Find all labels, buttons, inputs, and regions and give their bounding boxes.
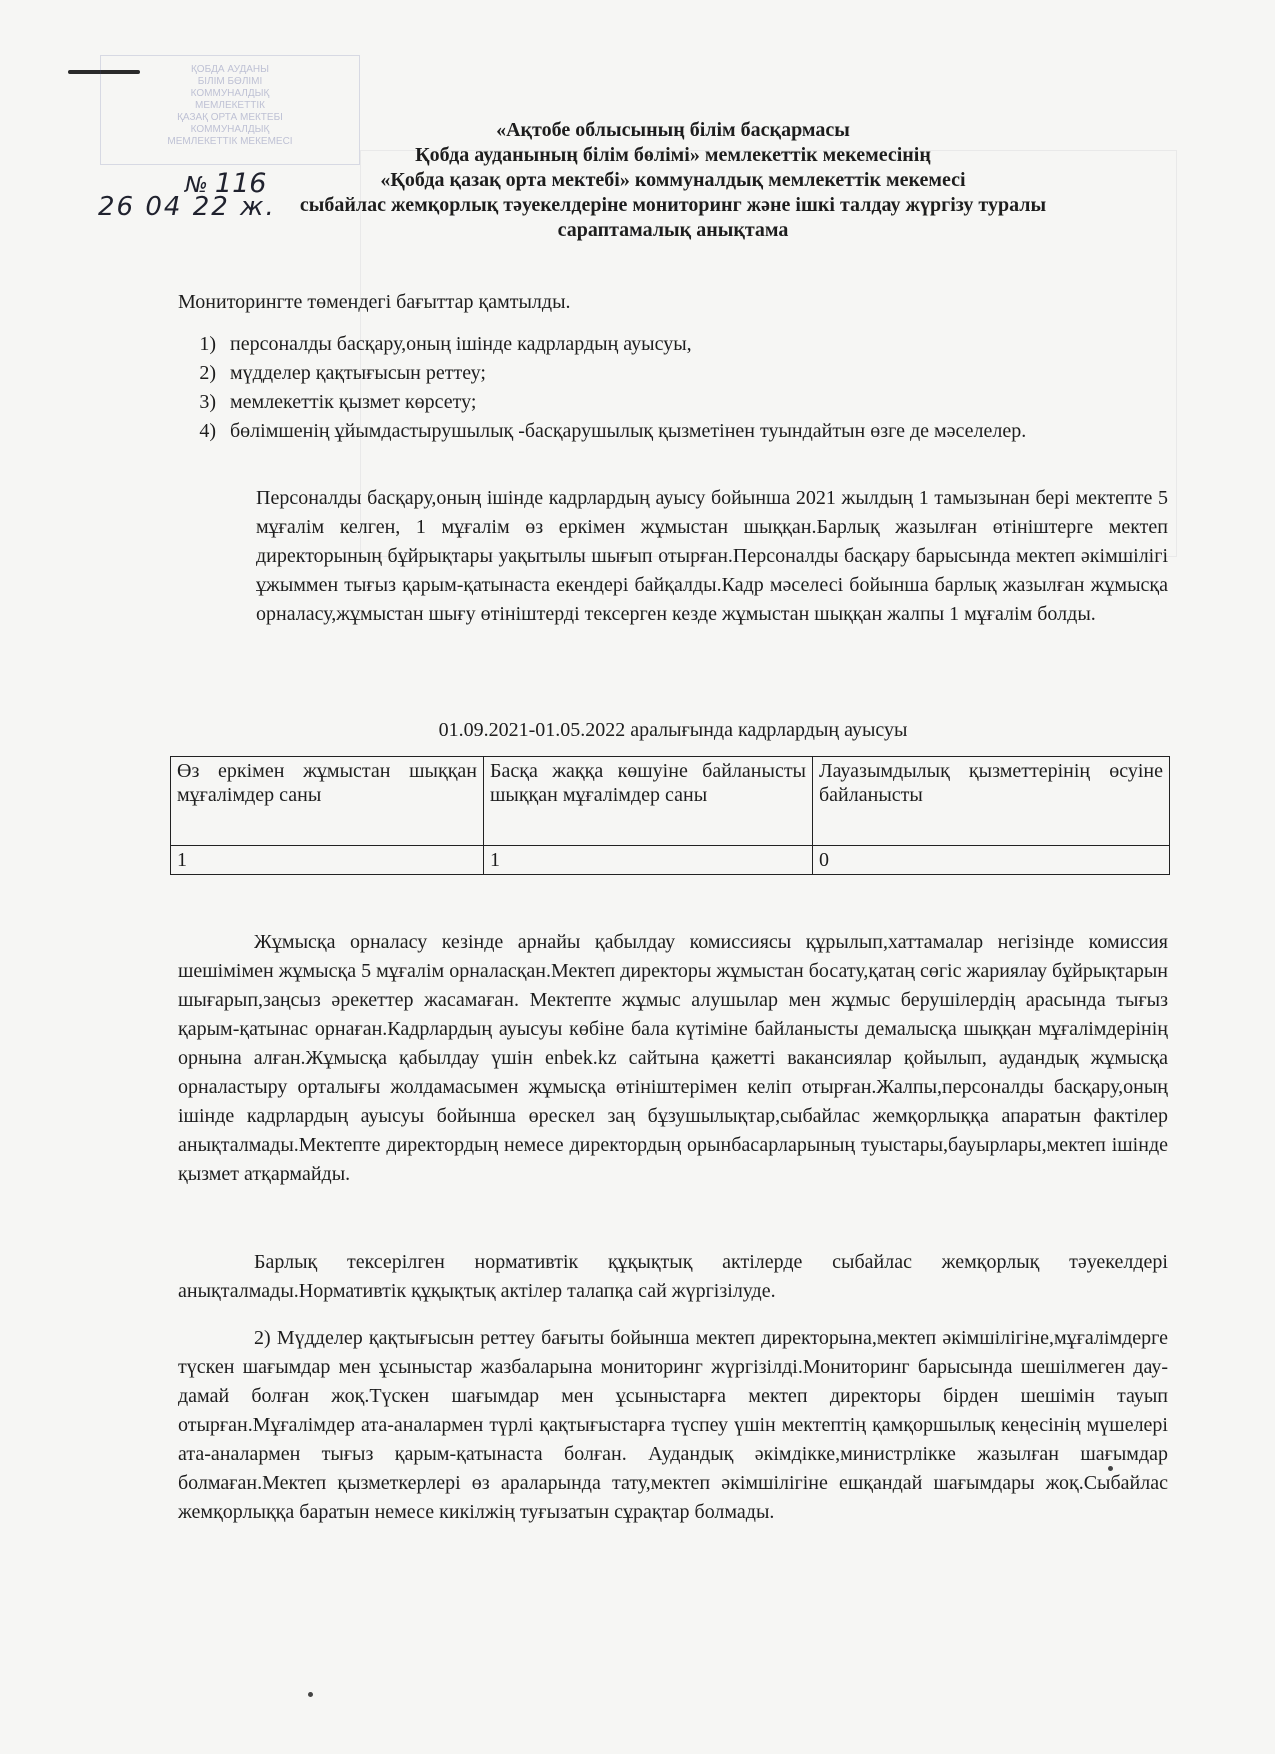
stamp-line: КОММУНАЛДЫҚ <box>190 88 270 99</box>
list-item <box>178 417 1168 446</box>
staff-turnover-table <box>170 756 1170 875</box>
list-number: 1) <box>199 333 216 355</box>
intro-text: Мониторингте төмендегі бағыттар қамтылды. <box>178 291 571 313</box>
list-item <box>178 359 1168 388</box>
header-line: сыбайлас жемқорлық тәуекелдеріне мониторинг және ішкі талдау жүргізу туралы <box>299 194 1047 216</box>
list-number: 4) <box>199 420 216 442</box>
hiring-paragraph: Жұмысқа орналасу кезінде арнайы қабылдау комиссиясы құрылып,хаттамалар негізінде комиссия шешімімен жұмысқа 5 мұғалім орналасқан.Мектеп директоры жұмыстан босату,қатаң сөгіс жариялау бұйрықтарын шығарып,заңсыз әрекеттер жасамаған. Мектепте жұмыс алушылар мен жұмыс берушілердің арасында тығыз қарым-қатынас орнаған.Кадрлардың ауысуы көбіне бала күтіміне байланысты демалысқа шыққан мұғалімдерінің орнына алған.Жұмысқа қабылдау үшін enbek.kz сайтына қажетті вакансиялар қойылып, аудандық жұмысқа орналастыру орталығы жолдамасымен жұмысқа өтініштерімен келіп отырған.Жалпы,персоналды басқару,оның ішінде кадрлардың ауысуы бойынша өрескел заң бұзушылықтар,сыбайлас жемқорлыққа апаратын фактілер анықталмады.Мектепте директордың немесе директордың орынбасарларының туыстары,бауырлары,мектеп ішінде қызмет атқармайды. <box>178 931 1168 1185</box>
table-caption: 01.09.2021-01.05.2022 аралығында кадрлардың ауысуы <box>438 719 908 741</box>
column-header: Басқа жаққа көшуіне байланысты шыққан мұғалімдер саны <box>484 757 813 846</box>
table-cell: 0 <box>813 846 1170 875</box>
column-header: Лауазымдылық қызметтерінің өсуіне байланысты <box>813 757 1170 846</box>
stamp-line: БІЛІМ БӨЛІМІ <box>197 76 263 87</box>
column-header: Өз еркімен жұмыстан шыққан мұғалімдер саны <box>171 757 484 846</box>
table-header-row <box>171 757 1170 846</box>
list-text: персоналды басқару,оның ішінде кадрлардың ауысуы, <box>230 333 692 355</box>
acts-paragraph: Барлық тексерілген нормативтік құқықтық актілерде сыбайлас жемқорлық тәуекелдері анықталмады.Нормативтік құқықтық актілер талапқа сай жүргізілуде. <box>178 1251 1168 1302</box>
document-header <box>178 118 1168 243</box>
header-line: «Ақтобе облысының білім басқармасы <box>496 119 850 141</box>
document-title: сараптамалық анықтама <box>557 219 789 241</box>
table-row <box>171 846 1170 875</box>
list-number: 3) <box>199 391 216 413</box>
number-sign: № <box>185 173 208 198</box>
conflict-paragraph: 2) Мүдделер қақтығысын реттеу бағыты бойынша мектеп директорына,мектеп әкімшілігіне,мұғалімдерге түскен шағымдар мен ұсыныстар жазбаларына мониторинг жүргізілді.Мониторинг барысында шешілмеген дау-дамай болған жоқ.Түскен шағымдар мен ұсыныстарға мектеп директоры бірден шешімін тауып отырған.Мұғалімдер ата-аналармен түрлі қақтығыстарға түспеу үшін мектептің қамқоршылық кеңесінің мүшелері ата-аналармен тығыз қарым-қатынаста болған. Аудандық әкімдікке,министрлікке жазылған шағымдар болмаған.Мектеп қызметкерлері өз араларында тату,мектеп әкімшілігіне ешқандай шағымдары жоқ.Сыбайлас жемқорлыққа баратын немесе кикілжің туғызатын сұрақтар болмады. <box>178 1327 1168 1523</box>
stamp-line: МЕМЛЕКЕТТІК <box>195 100 265 111</box>
list-number: 2) <box>199 362 216 384</box>
personnel-paragraph: Персоналды басқару,оның ішінде кадрлардың ауысу бойынша 2021 жылдың 1 тамызынан бері мектепте 5 мұғалім келген, 1 мұғалім өз еркімен жұмыстан шыққан.Барлық жазылған өтініштерге мектеп директорының бұйрықтары уақытылы шығып отырған.Персоналды басқару барысында мектеп әкімшілігі ұжыммен тығыз қарым-қатынаста екендері байқалды.Кадр мәселесі бойынша барлық жазылған жұмысқа орналасу,жұмыстан шығу өтініштерді тексерген кезде жұмыстан шыққан жалпы 1 мұғалім болды. <box>256 487 1168 625</box>
stamp-line: ҚАЗАҚ ОРТА МЕКТЕБІ <box>177 112 283 123</box>
stamp-line: ҚОБДА АУДАНЫ <box>190 64 270 75</box>
handwritten-number: 116 <box>214 168 267 199</box>
directions-list <box>178 330 1168 446</box>
handwritten-date: 26 04 22 ж. <box>98 192 276 222</box>
header-line: Қобда ауданының білім бөлімі» мемлекеттік мекемесінің <box>415 144 931 166</box>
stamp-line: КОММУНАЛДЫҚ <box>190 124 270 135</box>
scan-speck <box>308 1692 313 1697</box>
table-cell: 1 <box>484 846 813 875</box>
scan-speck <box>1108 1466 1113 1471</box>
list-item <box>178 388 1168 417</box>
list-text: бөлімшенің ұйымдастырушылық -басқарушылық қызметінен туындайтын өзге де мәселелер. <box>230 420 1027 442</box>
list-item <box>178 330 1168 359</box>
stamp-line: МЕМЛЕКЕТТІК МЕКЕМЕСІ <box>167 136 293 147</box>
table-cell: 1 <box>171 846 484 875</box>
list-text: мемлекеттік қызмет көрсету; <box>230 391 477 413</box>
list-text: мүдделер қақтығысын реттеу; <box>230 362 486 384</box>
header-line: «Қобда қазақ орта мектебі» коммуналдық мемлекеттік мекемесі <box>380 169 966 191</box>
